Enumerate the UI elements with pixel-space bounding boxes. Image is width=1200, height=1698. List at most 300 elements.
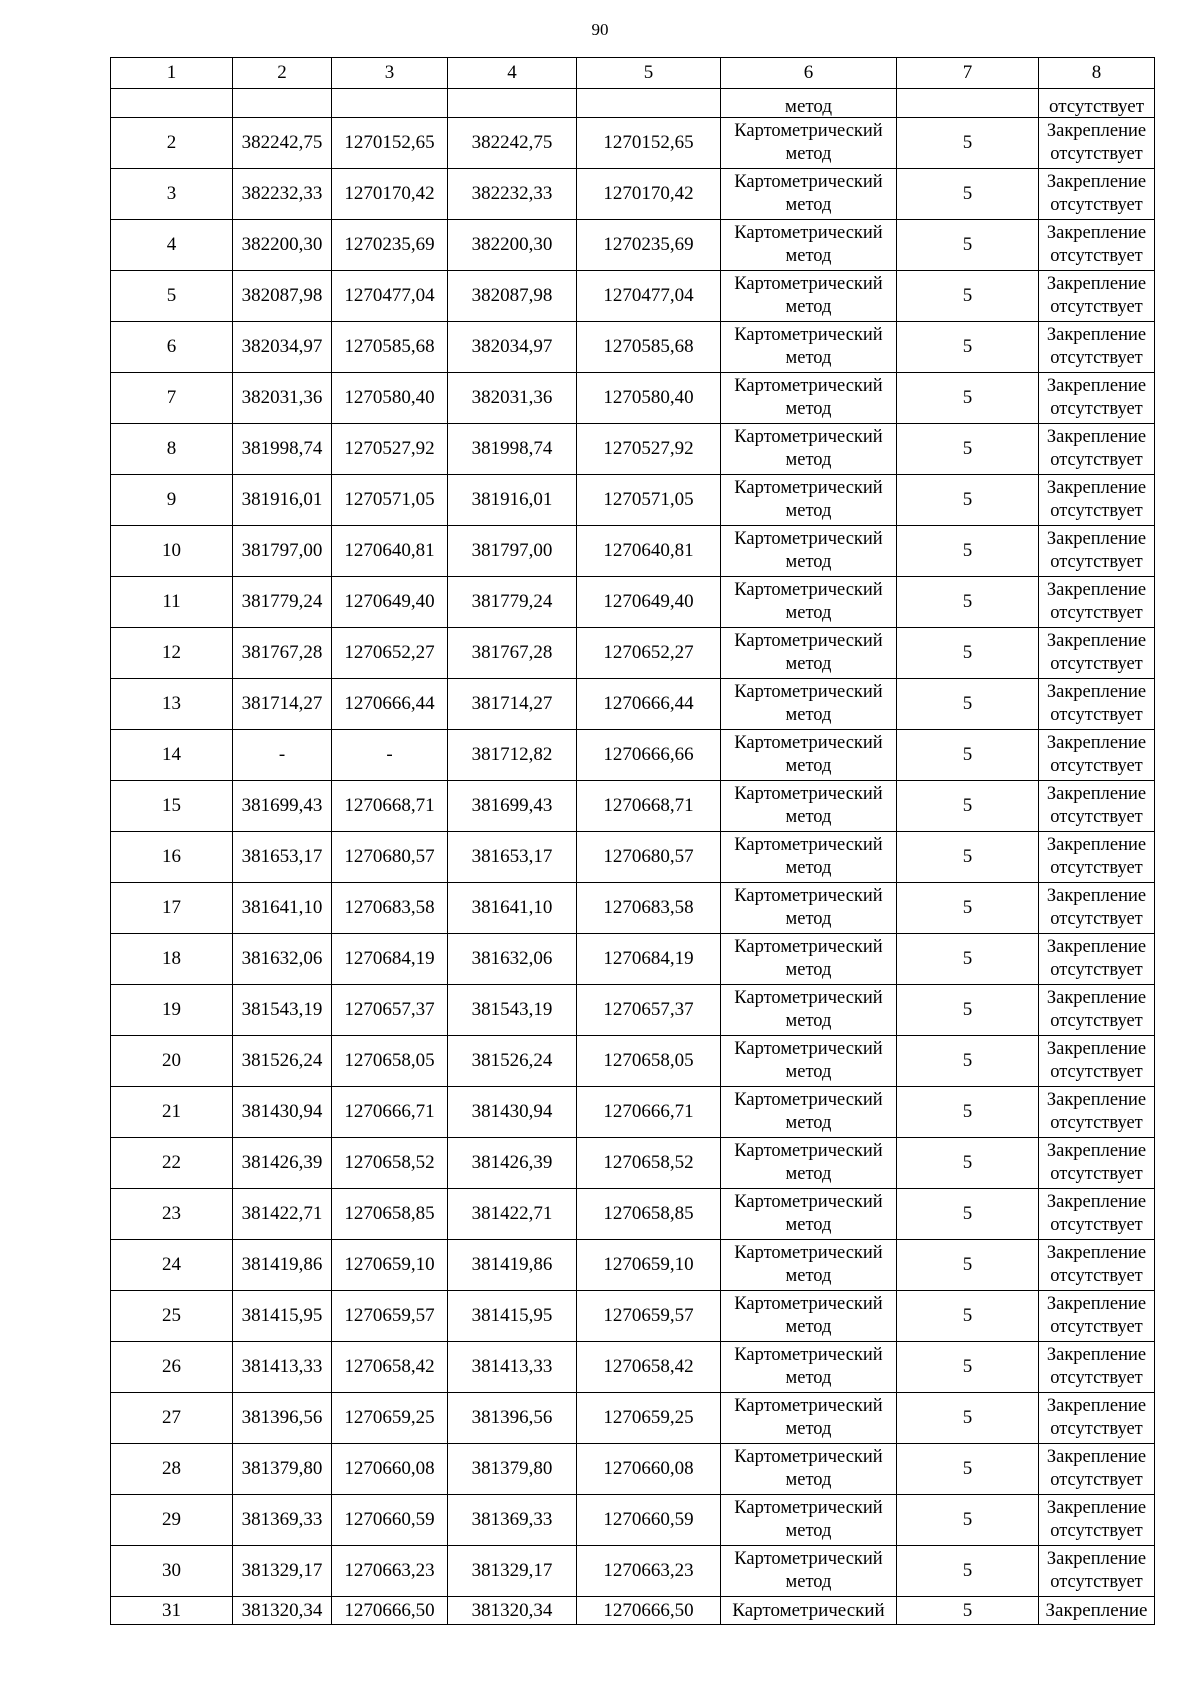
x-coordinate-cell: 381320,34 xyxy=(448,1597,577,1625)
point-number-cell: 13 xyxy=(111,679,233,730)
fix-line: отсутствует xyxy=(1050,144,1143,164)
method-line: Картометрический xyxy=(734,478,883,498)
x-coordinate-cell: 381641,10 xyxy=(233,883,332,934)
fix-line: отсутствует xyxy=(1050,246,1143,266)
column-header: 7 xyxy=(897,58,1039,89)
fix-line: отсутствует xyxy=(1050,195,1143,215)
method-line: Картометрический xyxy=(734,1141,883,1161)
fix-cell xyxy=(1039,1087,1155,1138)
method-line: Картометрический xyxy=(734,1243,883,1263)
x-coordinate-cell: 382232,33 xyxy=(233,169,332,220)
method-cell xyxy=(721,1495,897,1546)
y-coordinate-cell: 1270659,10 xyxy=(577,1240,721,1291)
table-row xyxy=(111,883,1155,934)
x-coordinate-cell: - xyxy=(233,730,332,781)
method-line: метод xyxy=(785,756,832,776)
x-coordinate-cell: 381543,19 xyxy=(233,985,332,1036)
fix-line: отсутствует xyxy=(1050,654,1143,674)
accuracy-cell: 5 xyxy=(897,577,1039,628)
x-coordinate-cell: 381779,24 xyxy=(233,577,332,628)
y-coordinate-cell: 1270666,44 xyxy=(332,679,448,730)
method-cell xyxy=(721,577,897,628)
accuracy-cell: 5 xyxy=(897,1189,1039,1240)
method-cell xyxy=(721,985,897,1036)
y-coordinate-cell: 1270152,65 xyxy=(332,118,448,169)
y-coordinate-cell: 1270668,71 xyxy=(577,781,721,832)
x-coordinate-cell: 381379,80 xyxy=(233,1444,332,1495)
table-body xyxy=(111,58,1155,1625)
method-line: метод xyxy=(785,705,832,725)
fix-line: отсутствует xyxy=(1050,1062,1143,1082)
accuracy-cell: 5 xyxy=(897,220,1039,271)
x-coordinate-cell: 381379,80 xyxy=(448,1444,577,1495)
y-coordinate-cell: 1270527,92 xyxy=(332,424,448,475)
y-coordinate-cell: 1270666,44 xyxy=(577,679,721,730)
method-line: Картометрический xyxy=(734,529,883,549)
method-cell xyxy=(721,781,897,832)
method-cell: метод xyxy=(721,89,897,118)
fix-cell xyxy=(1039,1138,1155,1189)
method-cell xyxy=(721,730,897,781)
accuracy-cell: 5 xyxy=(897,322,1039,373)
y-coordinate-cell: 1270652,27 xyxy=(577,628,721,679)
method-cell xyxy=(721,1189,897,1240)
method-line: метод xyxy=(785,1470,832,1490)
fix-line: отсутствует xyxy=(1050,1266,1143,1286)
table-cell xyxy=(332,89,448,118)
point-number-cell: 21 xyxy=(111,1087,233,1138)
accuracy-cell: 5 xyxy=(897,1597,1039,1625)
fix-line: отсутствует xyxy=(1050,858,1143,878)
fix-line: отсутствует xyxy=(1050,501,1143,521)
accuracy-cell: 5 xyxy=(897,730,1039,781)
fix-line: Закрепление xyxy=(1046,325,1147,345)
method-cell xyxy=(721,271,897,322)
method-line: метод xyxy=(785,909,832,929)
method-line: метод xyxy=(785,1572,832,1592)
method-line: Картометрический xyxy=(734,325,883,345)
table-row xyxy=(111,832,1155,883)
method-line: Картометрический xyxy=(734,172,883,192)
method-line: Картометрический xyxy=(734,1192,883,1212)
fix-cell: отсутствует xyxy=(1039,89,1155,118)
table-row xyxy=(111,322,1155,373)
column-header: 6 xyxy=(721,58,897,89)
accuracy-cell: 5 xyxy=(897,1291,1039,1342)
x-coordinate-cell: 381422,71 xyxy=(448,1189,577,1240)
accuracy-cell: 5 xyxy=(897,1495,1039,1546)
fix-cell xyxy=(1039,424,1155,475)
y-coordinate-cell: 1270659,10 xyxy=(332,1240,448,1291)
method-line: метод xyxy=(785,1521,832,1541)
fix-cell xyxy=(1039,781,1155,832)
table-row xyxy=(111,1495,1155,1546)
x-coordinate-cell: 381430,94 xyxy=(233,1087,332,1138)
accuracy-cell: 5 xyxy=(897,679,1039,730)
method-line: Картометрический xyxy=(734,427,883,447)
fix-line: отсутствует xyxy=(1050,756,1143,776)
y-coordinate-cell: 1270658,52 xyxy=(332,1138,448,1189)
table-row xyxy=(111,526,1155,577)
y-coordinate-cell: 1270170,42 xyxy=(332,169,448,220)
method-cell xyxy=(721,1444,897,1495)
method-line: Картометрический xyxy=(734,1447,883,1467)
method-cell xyxy=(721,934,897,985)
method-line: Картометрический xyxy=(734,1039,883,1059)
x-coordinate-cell: 381369,33 xyxy=(448,1495,577,1546)
fix-line: Закрепление xyxy=(1046,1549,1147,1569)
y-coordinate-cell: 1270571,05 xyxy=(577,475,721,526)
fix-line: отсутствует xyxy=(1050,348,1143,368)
point-number-cell: 8 xyxy=(111,424,233,475)
x-coordinate-cell: 381415,95 xyxy=(448,1291,577,1342)
fix-line: отсутствует xyxy=(1050,1011,1143,1031)
y-coordinate-cell: 1270658,52 xyxy=(577,1138,721,1189)
x-coordinate-cell: 382034,97 xyxy=(233,322,332,373)
x-coordinate-cell: 382031,36 xyxy=(233,373,332,424)
fix-line: Закрепление xyxy=(1046,223,1147,243)
x-coordinate-cell: 381415,95 xyxy=(233,1291,332,1342)
method-cell xyxy=(721,220,897,271)
accuracy-cell: 5 xyxy=(897,934,1039,985)
method-line: Картометрический xyxy=(734,835,883,855)
y-coordinate-cell: 1270477,04 xyxy=(577,271,721,322)
point-number-cell: 9 xyxy=(111,475,233,526)
x-coordinate-cell: 381998,74 xyxy=(448,424,577,475)
page-number: 90 xyxy=(591,20,609,39)
table-row xyxy=(111,1291,1155,1342)
y-coordinate-cell: 1270663,23 xyxy=(577,1546,721,1597)
table-row xyxy=(111,1444,1155,1495)
point-number-cell: 15 xyxy=(111,781,233,832)
column-header: 2 xyxy=(233,58,332,89)
accuracy-cell: 5 xyxy=(897,1036,1039,1087)
column-header: 3 xyxy=(332,58,448,89)
y-coordinate-cell: 1270477,04 xyxy=(332,271,448,322)
fix-cell xyxy=(1039,1546,1155,1597)
fix-cell xyxy=(1039,1342,1155,1393)
method-cell xyxy=(721,1291,897,1342)
accuracy-cell: 5 xyxy=(897,475,1039,526)
method-line: метод xyxy=(785,348,832,368)
accuracy-cell: 5 xyxy=(897,1393,1039,1444)
fix-line: Закрепление xyxy=(1046,988,1147,1008)
column-header: 4 xyxy=(448,58,577,89)
x-coordinate-cell: 382200,30 xyxy=(233,220,332,271)
fix-line: отсутствует xyxy=(1050,297,1143,317)
x-coordinate-cell: 381430,94 xyxy=(448,1087,577,1138)
fix-line: отсутствует xyxy=(1050,1572,1143,1592)
y-coordinate-cell: 1270649,40 xyxy=(577,577,721,628)
fix-line: отсутствует xyxy=(1050,450,1143,470)
x-coordinate-cell: 381396,56 xyxy=(233,1393,332,1444)
fix-line: Закрепление xyxy=(1046,1192,1147,1212)
table-cell xyxy=(448,89,577,118)
y-coordinate-cell: 1270666,66 xyxy=(577,730,721,781)
accuracy-cell: 5 xyxy=(897,169,1039,220)
method-cell xyxy=(721,373,897,424)
accuracy-cell: 5 xyxy=(897,1546,1039,1597)
x-coordinate-cell: 382232,33 xyxy=(448,169,577,220)
x-coordinate-cell: 381426,39 xyxy=(233,1138,332,1189)
accuracy-cell: 5 xyxy=(897,373,1039,424)
x-coordinate-cell: 381320,34 xyxy=(233,1597,332,1625)
accuracy-cell: 5 xyxy=(897,118,1039,169)
method-line: метод xyxy=(785,858,832,878)
point-number-cell: 4 xyxy=(111,220,233,271)
method-line: метод xyxy=(785,807,832,827)
method-line: Картометрический xyxy=(734,1294,883,1314)
accuracy-cell: 5 xyxy=(897,781,1039,832)
x-coordinate-cell: 381329,17 xyxy=(233,1546,332,1597)
y-coordinate-cell: 1270658,42 xyxy=(577,1342,721,1393)
fix-cell xyxy=(1039,1189,1155,1240)
fix-line: Закрепление xyxy=(1046,835,1147,855)
method-line: метод xyxy=(785,195,832,215)
fix-line: отсутствует xyxy=(1050,1521,1143,1541)
fix-line: отсутствует xyxy=(1050,1164,1143,1184)
method-cell xyxy=(721,118,897,169)
fix-line: Закрепление xyxy=(1046,1396,1147,1416)
method-line: Картометрический xyxy=(734,682,883,702)
y-coordinate-cell: 1270170,42 xyxy=(577,169,721,220)
y-coordinate-cell: 1270235,69 xyxy=(577,220,721,271)
fix-cell xyxy=(1039,934,1155,985)
table-row xyxy=(111,985,1155,1036)
x-coordinate-cell: 381396,56 xyxy=(448,1393,577,1444)
table-row xyxy=(111,1189,1155,1240)
fix-cell xyxy=(1039,373,1155,424)
method-line: метод xyxy=(785,399,832,419)
x-coordinate-cell: 381413,33 xyxy=(233,1342,332,1393)
x-coordinate-cell: 381369,33 xyxy=(233,1495,332,1546)
point-number-cell: 19 xyxy=(111,985,233,1036)
y-coordinate-cell: 1270684,19 xyxy=(332,934,448,985)
x-coordinate-cell: 382087,98 xyxy=(448,271,577,322)
y-coordinate-cell: 1270585,68 xyxy=(332,322,448,373)
x-coordinate-cell: 381426,39 xyxy=(448,1138,577,1189)
accuracy-cell: 5 xyxy=(897,1138,1039,1189)
method-line: Картометрический xyxy=(734,1498,883,1518)
fix-cell xyxy=(1039,169,1155,220)
fix-cell xyxy=(1039,475,1155,526)
x-coordinate-cell: 381632,06 xyxy=(233,934,332,985)
accuracy-cell: 5 xyxy=(897,271,1039,322)
y-coordinate-cell: 1270680,57 xyxy=(577,832,721,883)
column-header: 1 xyxy=(111,58,233,89)
method-line: метод xyxy=(785,1368,832,1388)
x-coordinate-cell: 382031,36 xyxy=(448,373,577,424)
y-coordinate-cell: 1270659,57 xyxy=(577,1291,721,1342)
table-row xyxy=(111,1342,1155,1393)
fix-line: отсутствует xyxy=(1050,705,1143,725)
table-row xyxy=(111,1393,1155,1444)
method-line: Картометрический xyxy=(734,223,883,243)
y-coordinate-cell: 1270580,40 xyxy=(332,373,448,424)
fix-line: Закрепление xyxy=(1046,886,1147,906)
fix-line: Закрепление xyxy=(1046,1039,1147,1059)
table-cell xyxy=(111,89,233,118)
x-coordinate-cell: 382087,98 xyxy=(233,271,332,322)
fix-line: отсутствует xyxy=(1050,603,1143,623)
fix-line: Закрепление xyxy=(1046,1243,1147,1263)
x-coordinate-cell: 381413,33 xyxy=(448,1342,577,1393)
x-coordinate-cell: 381767,28 xyxy=(233,628,332,679)
method-line: Картометрический xyxy=(734,784,883,804)
x-coordinate-cell: 382242,75 xyxy=(233,118,332,169)
y-coordinate-cell: 1270649,40 xyxy=(332,577,448,628)
method-cell xyxy=(721,424,897,475)
table-row xyxy=(111,169,1155,220)
point-number-cell: 18 xyxy=(111,934,233,985)
method-line: Картометрический xyxy=(734,988,883,1008)
x-coordinate-cell: 381641,10 xyxy=(448,883,577,934)
x-coordinate-cell: 381797,00 xyxy=(233,526,332,577)
table-row xyxy=(111,220,1155,271)
fix-line: Закрепление xyxy=(1046,1345,1147,1365)
y-coordinate-cell: 1270668,71 xyxy=(332,781,448,832)
fix-cell xyxy=(1039,1444,1155,1495)
accuracy-cell: 5 xyxy=(897,628,1039,679)
x-coordinate-cell: 381916,01 xyxy=(233,475,332,526)
method-line: метод xyxy=(785,450,832,470)
x-coordinate-cell: 381699,43 xyxy=(233,781,332,832)
fix-line: отсутствует xyxy=(1050,1317,1143,1337)
y-coordinate-cell: 1270666,50 xyxy=(577,1597,721,1625)
fix-line: Закрепление xyxy=(1046,478,1147,498)
fix-cell xyxy=(1039,985,1155,1036)
x-coordinate-cell: 381419,86 xyxy=(448,1240,577,1291)
method-line: Картометрический xyxy=(734,376,883,396)
fix-cell xyxy=(1039,1393,1155,1444)
method-line: метод xyxy=(785,1215,832,1235)
fix-cell xyxy=(1039,1291,1155,1342)
point-number-cell: 11 xyxy=(111,577,233,628)
y-coordinate-cell: 1270683,58 xyxy=(577,883,721,934)
point-number-cell: 30 xyxy=(111,1546,233,1597)
method-line: Картометрический xyxy=(734,1396,883,1416)
method-line: метод xyxy=(785,501,832,521)
y-coordinate-cell: 1270659,25 xyxy=(332,1393,448,1444)
y-coordinate-cell: 1270658,05 xyxy=(332,1036,448,1087)
point-number-cell: 26 xyxy=(111,1342,233,1393)
accuracy-cell: 5 xyxy=(897,1087,1039,1138)
method-line: метод xyxy=(785,960,832,980)
point-number-cell: 2 xyxy=(111,118,233,169)
point-number-cell: 16 xyxy=(111,832,233,883)
table-cell xyxy=(577,89,721,118)
y-coordinate-cell: 1270657,37 xyxy=(332,985,448,1036)
continuation-row xyxy=(111,89,1155,118)
y-coordinate-cell: 1270640,81 xyxy=(332,526,448,577)
point-number-cell: 7 xyxy=(111,373,233,424)
fix-cell xyxy=(1039,271,1155,322)
method-cell xyxy=(721,475,897,526)
fix-cell xyxy=(1039,832,1155,883)
x-coordinate-cell: 381916,01 xyxy=(448,475,577,526)
method-line: Картометрический xyxy=(734,937,883,957)
point-number-cell: 17 xyxy=(111,883,233,934)
fix-line: отсутствует xyxy=(1050,1368,1143,1388)
point-number-cell: 6 xyxy=(111,322,233,373)
x-coordinate-cell: 381714,27 xyxy=(448,679,577,730)
method-cell xyxy=(721,169,897,220)
table-row xyxy=(111,118,1155,169)
method-cell xyxy=(721,883,897,934)
point-number-cell: 14 xyxy=(111,730,233,781)
fix-line: отсутствует xyxy=(1050,1113,1143,1133)
x-coordinate-cell: 381653,17 xyxy=(448,832,577,883)
method-cell xyxy=(721,1240,897,1291)
accuracy-cell: 5 xyxy=(897,883,1039,934)
fix-line: отсутствует xyxy=(1050,1470,1143,1490)
y-coordinate-cell: 1270152,65 xyxy=(577,118,721,169)
point-number-cell: 3 xyxy=(111,169,233,220)
fix-cell xyxy=(1039,628,1155,679)
method-cell xyxy=(721,1087,897,1138)
fix-cell xyxy=(1039,118,1155,169)
x-coordinate-cell: 381653,17 xyxy=(233,832,332,883)
y-coordinate-cell: 1270657,37 xyxy=(577,985,721,1036)
y-coordinate-cell: 1270680,57 xyxy=(332,832,448,883)
table-row xyxy=(111,1240,1155,1291)
method-line: метод xyxy=(785,1011,832,1031)
y-coordinate-cell: 1270235,69 xyxy=(332,220,448,271)
accuracy-cell: 5 xyxy=(897,1240,1039,1291)
method-line: Картометрический xyxy=(734,274,883,294)
y-coordinate-cell: 1270658,42 xyxy=(332,1342,448,1393)
accuracy-cell: 5 xyxy=(897,424,1039,475)
x-coordinate-cell: 382200,30 xyxy=(448,220,577,271)
fix-line: Закрепление xyxy=(1046,1294,1147,1314)
header-row xyxy=(111,58,1155,89)
x-coordinate-cell: 381797,00 xyxy=(448,526,577,577)
x-coordinate-cell: 381543,19 xyxy=(448,985,577,1036)
method-cell xyxy=(721,322,897,373)
method-line: Картометрический xyxy=(734,1345,883,1365)
fix-line: Закрепление xyxy=(1046,733,1147,753)
fix-cell xyxy=(1039,526,1155,577)
point-number-cell: 12 xyxy=(111,628,233,679)
point-number-cell: 29 xyxy=(111,1495,233,1546)
point-number-cell: 24 xyxy=(111,1240,233,1291)
y-coordinate-cell: - xyxy=(332,730,448,781)
fix-line: Закрепление xyxy=(1046,580,1147,600)
fix-line: отсутствует xyxy=(1050,807,1143,827)
fix-line: Закрепление xyxy=(1046,1498,1147,1518)
method-line: Картометрический xyxy=(734,631,883,651)
accuracy-cell: 5 xyxy=(897,985,1039,1036)
method-cell: Картометрический xyxy=(721,1597,897,1625)
table-row xyxy=(111,424,1155,475)
y-coordinate-cell: 1270683,58 xyxy=(332,883,448,934)
fix-line: Закрепление xyxy=(1046,937,1147,957)
accuracy-cell: 5 xyxy=(897,526,1039,577)
point-number-cell: 22 xyxy=(111,1138,233,1189)
table-row xyxy=(111,577,1155,628)
method-cell xyxy=(721,1546,897,1597)
fix-line: отсутствует xyxy=(1050,399,1143,419)
table-row xyxy=(111,628,1155,679)
method-line: метод xyxy=(785,144,832,164)
point-number-cell: 20 xyxy=(111,1036,233,1087)
fix-cell xyxy=(1039,220,1155,271)
x-coordinate-cell: 381699,43 xyxy=(448,781,577,832)
table-row xyxy=(111,271,1155,322)
y-coordinate-cell: 1270580,40 xyxy=(577,373,721,424)
y-coordinate-cell: 1270658,85 xyxy=(577,1189,721,1240)
x-coordinate-cell: 382242,75 xyxy=(448,118,577,169)
